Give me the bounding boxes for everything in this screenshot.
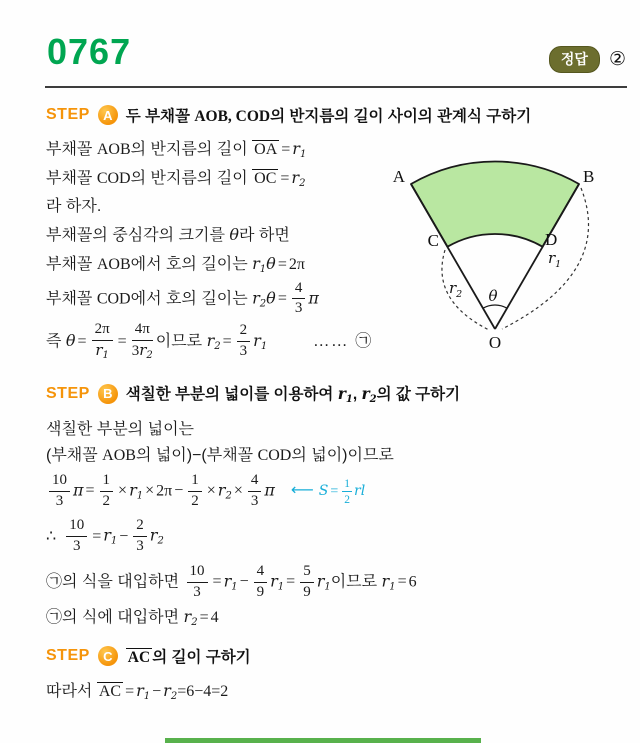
fraction-2pi-r1: $\frac{2\pi}{r_1}$ [92,322,113,361]
minus: − [152,683,162,701]
fraction-2-3: $\frac{2}{3}$ [237,323,251,360]
text: 즉 [46,332,66,350]
value-result: =6−4=2 [177,683,229,701]
pi: π [308,288,319,308]
sub-2: 2 [369,394,377,406]
text: 의 반지름의 길이 [130,170,253,187]
value-6: 6 [408,573,417,591]
step-a-label: STEP [46,106,90,123]
var-r: r [217,480,226,500]
var-r: r [337,384,346,404]
text: COD [96,290,131,308]
left-arrow-icon: ⟵ [290,482,313,500]
equals: = [277,290,287,308]
sub-1: 1 [260,340,268,352]
answer-choice-number: ② [608,49,626,70]
var-r: r [183,607,192,627]
overline-oa: OA [254,141,278,158]
text: 부채꼴 [46,255,97,273]
fraction-2-3: $\frac{2}{3}$ [133,518,147,555]
reference-mark: …… ㉠ [313,332,374,350]
fraction-10-3: $\frac{10}{3}$ [66,518,87,555]
pi: π [264,480,275,500]
var-r: r [252,288,260,308]
equals: = [277,255,287,273]
var-theta: θ [266,288,276,308]
line-shaded-area: 색칠한 부분의 넓이는 [46,421,194,439]
var-r: r [252,253,260,273]
problem-number: 0767 [47,31,132,72]
sub-1: 1 [299,149,307,160]
line-final-answer [46,681,634,703]
step-c-label: STEP [46,647,90,665]
text: 부채꼴의 중심각의 크기를 [46,226,230,244]
value-2pi: 2π [288,255,305,273]
vertex-label-o: O [488,333,502,352]
var-r: r [253,330,261,350]
var-r: r [291,168,300,187]
var-rl: rl [354,483,366,500]
step-a-title-k1: 두 부채꼴 [125,108,195,125]
var-r: r [361,384,370,404]
fraction-4-3: $\frac{4}{3}$ [248,473,262,510]
line-area-equation [46,473,634,510]
minus: − [119,527,129,545]
step-b-badge-icon: B [98,384,118,404]
step-b-title-k2: 의 값 구하기 [376,386,461,404]
equals: = [199,609,209,627]
fraction-1-2: $\frac{1}{2}$ [188,473,202,510]
text: COD [257,447,292,465]
text: 의 넓이)이므로 [291,447,394,465]
fraction-5-9: $\frac{5}{9}$ [300,564,314,601]
value-4: 4 [210,609,219,627]
var-r: r [136,681,144,701]
var-r: r [163,681,171,701]
var-theta: θ [65,330,76,350]
text: 이므로 [330,573,382,591]
step-a-badge-icon: A [98,105,118,125]
sub-1: 1 [136,490,144,502]
step-c-title-k: 의 길이 구하기 [152,649,251,667]
text: AOB [96,255,131,273]
sub-1: 1 [231,581,238,593]
vertex-label-b: B [583,167,595,186]
text: ㉠의 식에 대입하면 [46,609,184,627]
var-r: r [292,139,300,158]
line-substitute-solve-r2 [46,607,634,629]
var-r: r [129,480,137,500]
var-r: r [316,571,325,591]
equals: = [117,332,127,350]
var-S: S [318,483,329,500]
times: × [233,482,243,500]
step-a-title-k2: 의 반지름의 길이 사이의 관계식 구하기 [270,108,532,125]
text: 의 반지름의 길이 [130,141,253,158]
vertex-label-d: D [545,230,558,249]
line-central-angle [46,225,634,247]
text: 의 넓이)−(부채꼴 [135,447,258,465]
line-theta-relation [46,322,634,361]
equals: = [280,170,290,187]
text: 부채꼴 [46,170,97,187]
sector-area-formula-note [290,477,366,506]
overline-ac: AC [127,649,151,667]
sub-2: 2 [225,490,232,502]
fraction-10-3: $\frac{10}{3}$ [187,564,208,601]
var-r: r [223,571,232,591]
equals: = [125,683,135,701]
step-c-badge-icon: C [98,646,118,666]
fraction-4pi-3r2: $\frac{4\pi}{3r_2}$ [131,321,153,361]
sub-1: 1 [389,581,396,593]
equals: = [330,484,339,500]
sub-2: 2 [299,178,306,189]
sub-2: 2 [214,340,221,352]
step-a-heading [46,104,634,126]
pi: π [73,480,84,500]
minus: − [174,482,184,500]
text: ㉠의 식을 대입하면 [46,573,184,591]
sub-2: 2 [259,298,267,310]
r1-label: $r_1$ [548,249,562,270]
var-r: r [270,571,278,591]
line-area-difference [46,446,634,467]
bottom-green-bar [165,738,481,743]
step-a-title [126,104,531,126]
times: × [145,482,155,500]
var-r: r [206,330,215,350]
theta-label: θ [488,287,498,305]
times: × [206,482,216,500]
text: COD [96,170,131,187]
comma: , [352,386,362,404]
header-divider [45,86,627,88]
times: × [118,482,128,500]
line-substitute-solve-r1 [46,564,634,601]
sub-2: 2 [191,617,198,629]
text: 이므로 [155,332,207,350]
fraction-4-3: $\frac{4}{3}$ [292,281,306,318]
fraction-1-2: $\frac{1}{2}$ [344,477,351,506]
text: 에서 호의 길이는 [130,290,253,308]
equals: = [212,573,222,591]
var-r: r [103,525,111,545]
equals: = [397,573,407,591]
step-a-title-en: AOB, COD [194,108,271,125]
line-radius-oa [46,139,634,161]
minus: − [239,573,249,591]
overline-oc: OC [254,170,277,187]
line-arc-cod [46,281,634,318]
sub-2: 2 [157,535,164,547]
r2-label: $r_2$ [449,279,463,300]
vertex-label-a: A [392,167,405,186]
sub-1: 1 [324,581,331,593]
var-r: r [381,571,390,591]
text: AOB [102,447,136,465]
sub-1: 1 [345,394,353,406]
equals: = [222,332,232,350]
sub-1: 1 [277,581,285,593]
solution-body [46,104,634,703]
overline-ac: AC [98,683,122,701]
sub-1: 1 [110,535,118,547]
step-b-label: STEP [46,384,90,402]
equals: = [286,573,296,591]
answer-area [549,46,626,73]
fraction-10-3: $\frac{10}{3}$ [49,473,70,510]
step-b-heading [46,382,634,405]
text: 에서 호의 길이는 [130,255,253,273]
sub-2: 2 [170,691,178,703]
text: 따라서 [46,683,97,701]
value-2pi: 2π [156,482,173,500]
text: 부채꼴 [46,290,97,308]
step-b-title-k1: 색칠한 부분의 넓이를 이용하여 [125,386,338,404]
answer-badge: 정답 [549,46,600,73]
line-radius-oc [46,168,634,190]
equals: = [77,332,87,350]
text: AOB [96,141,131,158]
equals: = [85,482,95,500]
sub-1: 1 [143,691,151,703]
line-let: 라 하자. [46,198,102,215]
var-theta: θ [266,253,276,273]
equals: = [281,141,291,158]
var-r: r [149,525,158,545]
equals: = [92,527,102,545]
text: 부채꼴 [46,141,97,158]
step-c-title [126,645,251,667]
fraction-1-2: $\frac{1}{2}$ [100,473,114,510]
step-c-heading [46,645,634,667]
var-theta: θ [229,224,239,244]
therefore-symbol: ∴ [46,527,57,545]
text: (부채꼴 [46,447,103,465]
fraction-4-9: $\frac{4}{9}$ [254,564,268,601]
sub-1: 1 [259,263,267,275]
line-therefore-equation [46,518,634,555]
step-b-title [126,382,460,405]
vertex-label-c: C [427,231,439,250]
line-arc-aob [46,254,634,276]
text: 라 하면 [239,226,290,244]
